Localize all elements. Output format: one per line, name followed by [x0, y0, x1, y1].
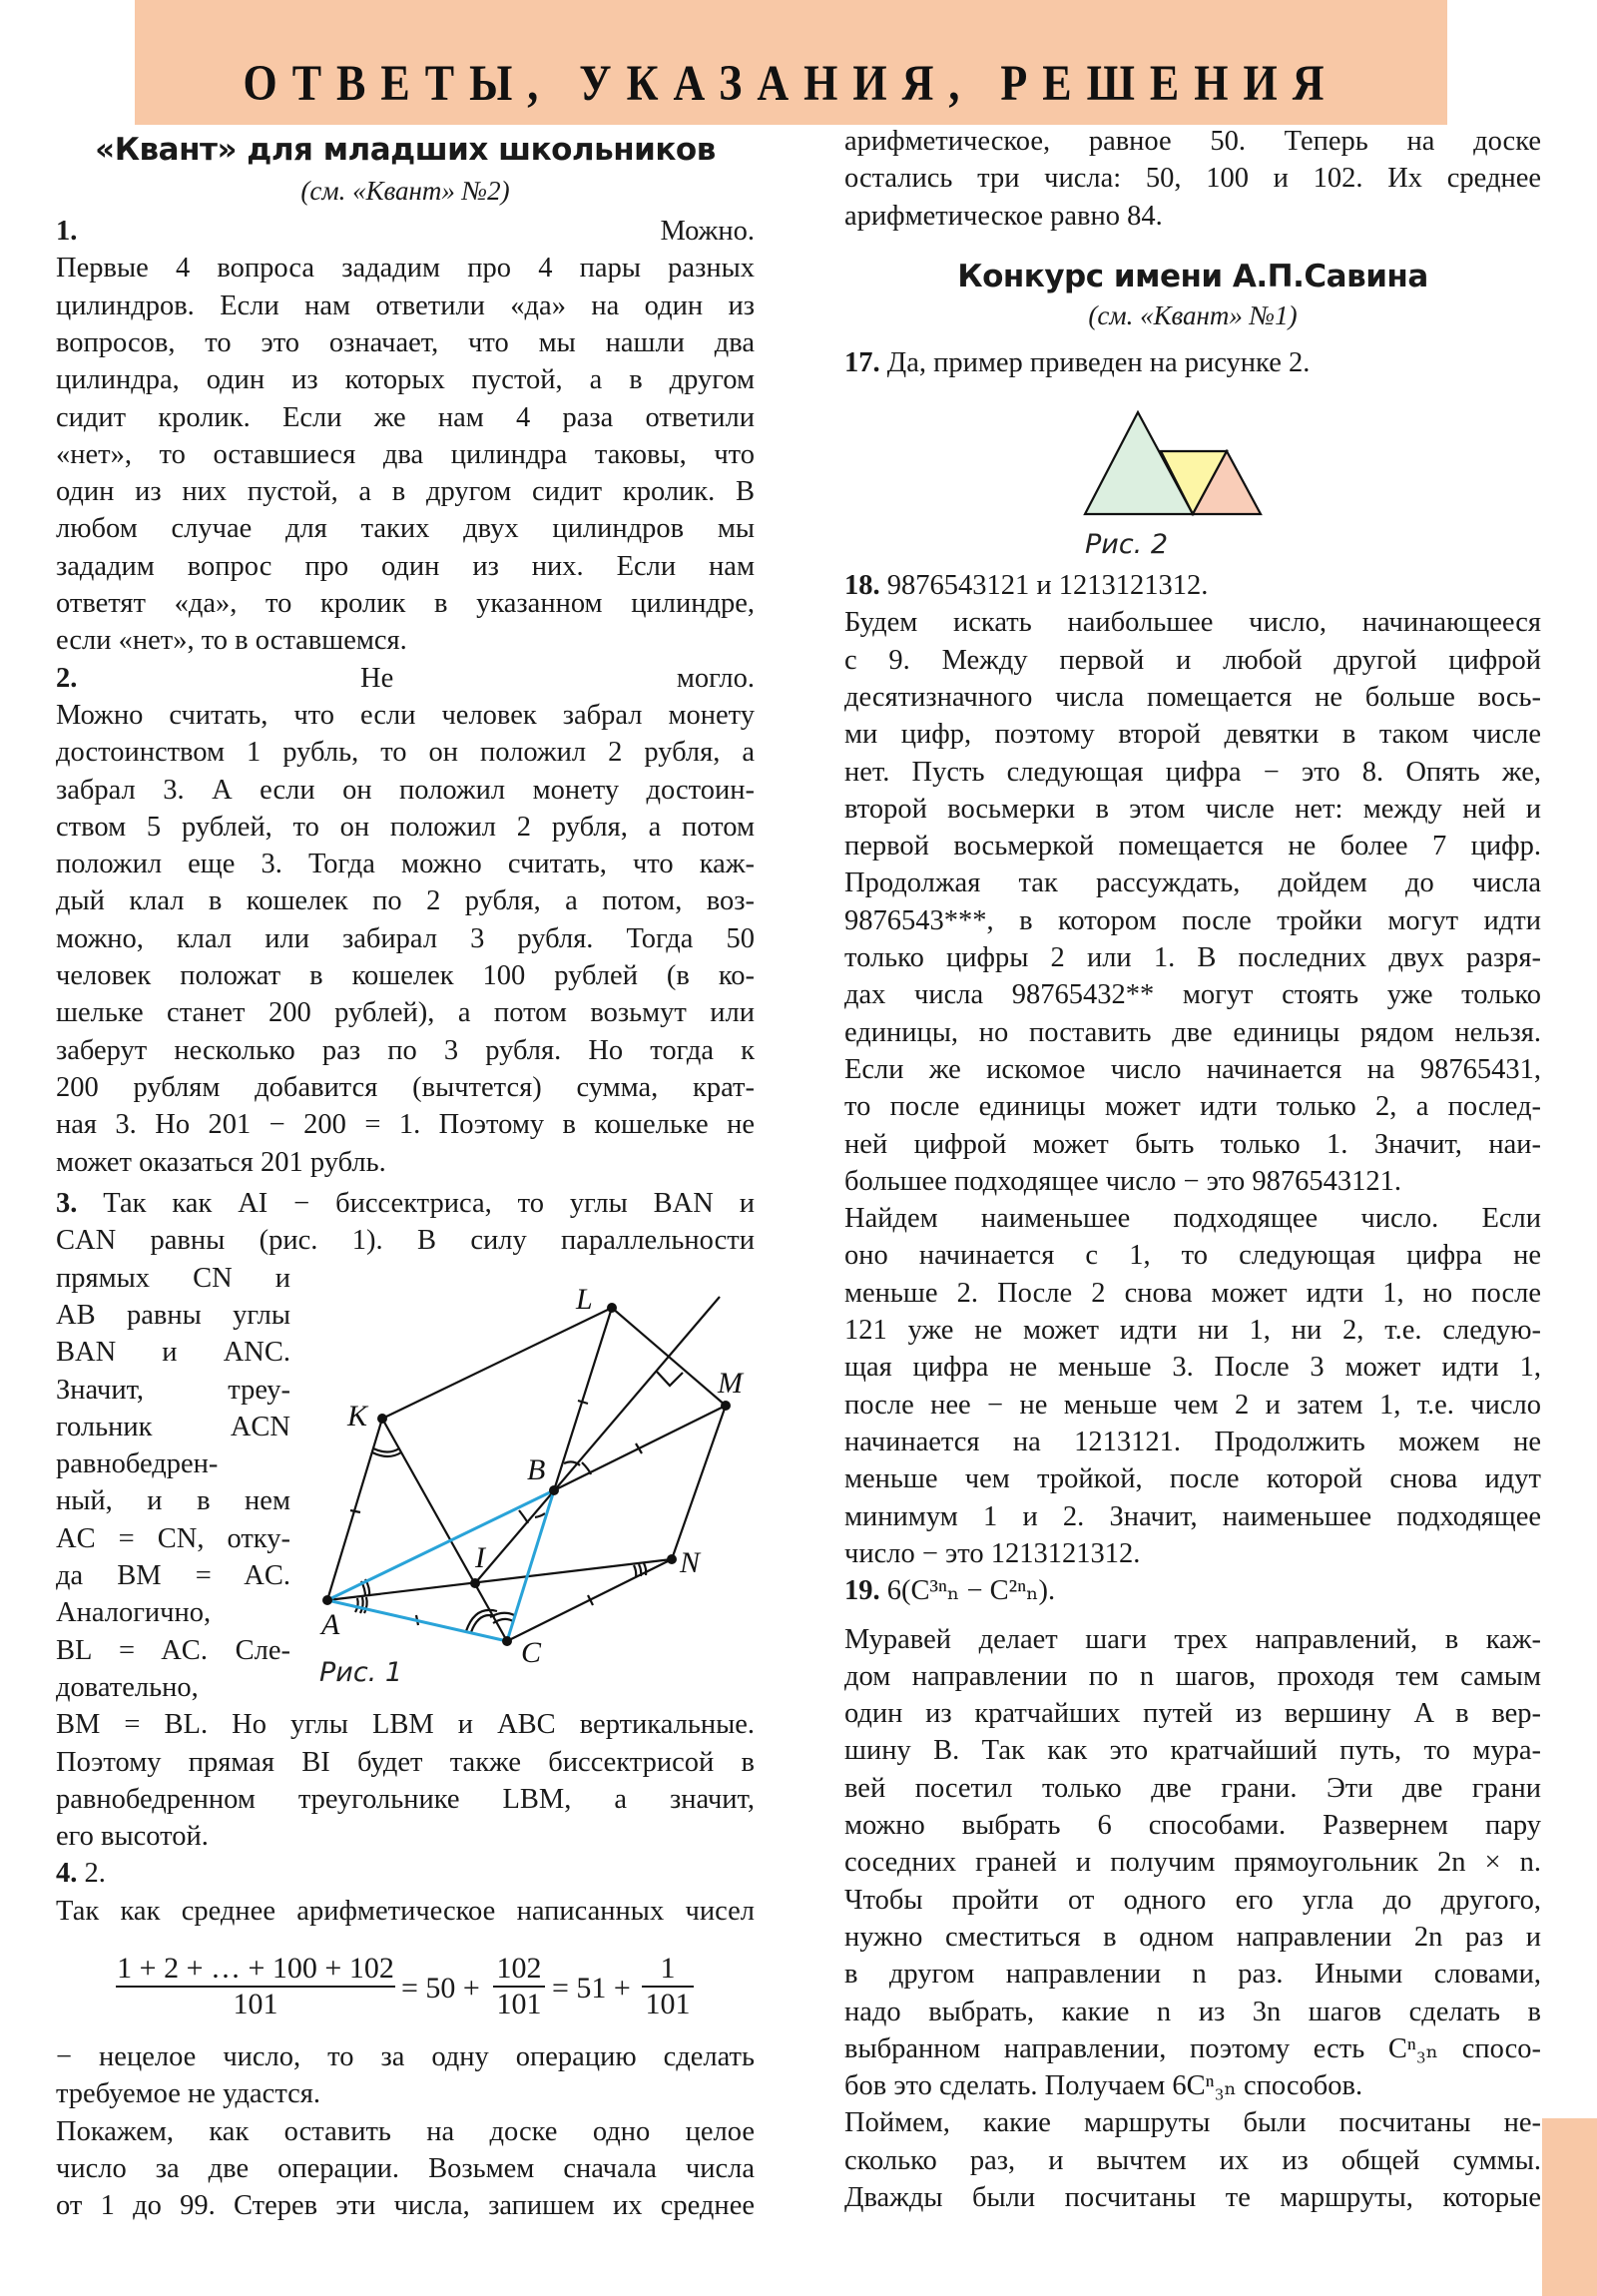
- text-line: Аналогично,: [56, 1597, 212, 1629]
- point-A: [322, 1595, 332, 1605]
- text-line: забрал 3. А если он положил монету достоин-: [56, 774, 755, 806]
- text-line: достоинством 1 рубль, то он положил 2 рубля, а: [56, 737, 755, 769]
- text-line: ная 3. Но 201 − 200 = 1. Поэтому в кошельке не: [56, 1109, 755, 1141]
- text-line: равнобедренном треугольнике LBM, а значит,: [56, 1783, 755, 1815]
- text-line: можно, клал или забирал 3 рубля. Тогда 50: [56, 922, 755, 954]
- text-line: Покажем, как оставить на доске одно целое: [56, 2115, 755, 2147]
- text-line: требуемое не удастся.: [56, 2078, 321, 2110]
- segment-KC: [382, 1419, 507, 1641]
- problem-number: 3.: [56, 1188, 78, 1219]
- text-line: ней цифрой может быть только 1. Значит, наи-: [844, 1128, 1541, 1160]
- text-line: CAN равны (рис. 1). В силу параллельности: [56, 1225, 755, 1257]
- problem-number: 4.: [56, 1858, 78, 1890]
- text-line: дый клал в кошелек по 2 рубля, а потом, воз-: [56, 885, 755, 917]
- fraction-denominator: 101: [642, 1986, 694, 2021]
- label-N: N: [680, 1546, 701, 1579]
- answer-text: Не могло.: [77, 662, 755, 694]
- text-line: заберут несколько раз по 3 рубля. Но тогда к: [56, 1034, 755, 1066]
- text-line: прямых CN и: [56, 1262, 290, 1294]
- section-subtitle-kvant-juniors: (см. «Квант» №2): [300, 176, 510, 206]
- problem-number: 19.: [844, 1575, 880, 1607]
- text-line: Поймем, какие маршруты были посчитаны не-: [844, 2107, 1541, 2139]
- fraction-numerator: 1 + 2 + … + 100 + 102: [117, 1952, 394, 1985]
- text-line: один из кратчайших путей из вершину A в вер-: [844, 1698, 1541, 1730]
- section-title-kvant-juniors: «Квант» для младших школьников: [95, 132, 716, 168]
- text-line: 121 уже не может идти ни 1, ни 2, т.е. следую-: [844, 1315, 1541, 1346]
- text-line: нужно сместиться в одном направлении 2n раз и: [844, 1921, 1541, 1953]
- text-line: сидит кролик. Если же нам 4 раза ответили: [56, 401, 755, 433]
- text-line: равнобедрен-: [56, 1448, 219, 1480]
- text-line: Первые 4 вопроса зададим про 4 пары разных: [56, 253, 755, 285]
- text-line: зададим вопрос про один из них. Если нам: [56, 550, 755, 582]
- text-line: Продолжая так рассуждать, дойдем до числа: [844, 867, 1541, 899]
- point-M: [721, 1401, 731, 1411]
- text-line: гольник ACN: [56, 1411, 290, 1442]
- text-line: BAN и ANC.: [56, 1337, 290, 1369]
- angle-arc-B-right: [582, 1462, 591, 1474]
- segment-AB: [327, 1490, 554, 1600]
- text-line: цилиндров. Если нам ответили «да» на один из: [56, 289, 755, 321]
- problem-number: 17.: [844, 347, 880, 378]
- text-line: AB равны углы: [56, 1299, 290, 1331]
- text-line: число за две операции. Возьмем сначала числа: [56, 2152, 755, 2184]
- segment-KA: [327, 1419, 382, 1600]
- text-line: сколько раз, и вычтем их из общей суммы.: [844, 2144, 1541, 2176]
- label-A: A: [321, 1608, 340, 1641]
- text-line: AC = CN, отку-: [56, 1522, 290, 1554]
- answer-text: Так как AI − биссектриса, то углы BAN и: [77, 1188, 755, 1219]
- text-line: можно выбрать 6 способами. Развернем пару: [844, 1810, 1541, 1842]
- text-line: Если же искомое число начинается на 98765431,: [844, 1053, 1541, 1085]
- fraction-denominator: 101: [116, 1986, 395, 2021]
- text-line: выбранном направлении, поэтому есть Cⁿ₃ₙ спосо-: [844, 2032, 1541, 2064]
- text-line: второй восьмерки в этом числе нет: между ней и: [844, 793, 1541, 825]
- text-line: вей посетил только две грани. Эти две грани: [844, 1772, 1541, 1804]
- text-line: может оказаться 201 рубль.: [56, 1146, 386, 1178]
- point-N: [667, 1554, 677, 1564]
- text-line: BM = BL. Но углы LBM и ABC вертикальные.: [56, 1709, 755, 1741]
- text-line: надо выбрать, какие n из 3n шагов сделать в: [844, 1996, 1541, 2027]
- point-K: [377, 1414, 387, 1424]
- tick-KA: [350, 1510, 360, 1512]
- text-line: довательно,: [56, 1671, 199, 1703]
- point-L: [607, 1303, 617, 1313]
- text-line: Найдем наименьшее подходящее число. Если: [844, 1203, 1541, 1235]
- text-line: меньше 2. После 2 снова может идти 1, но после: [844, 1277, 1541, 1309]
- text-line: − нецелое число, то за одну операцию сделать: [56, 2041, 755, 2072]
- text-line: оно начинается с 1, то следующая цифра не: [844, 1240, 1541, 1272]
- text-line: остались три числа: 50, 100 и 102. Их среднее: [844, 163, 1541, 195]
- text-line: вопросов, то это означает, что мы нашли два: [56, 326, 755, 358]
- angle-arc-A4: [360, 1597, 363, 1613]
- text-line: «нет», то оставшиеся два цилиндра таковы, что: [56, 438, 755, 470]
- text-line: после нее − не меньше чем 2 и затем 1, т.е. число: [844, 1389, 1541, 1421]
- text-line: Дважды были посчитаны те маршруты, которые: [844, 2182, 1541, 2214]
- figure-2-caption: Рис. 2: [1085, 529, 1169, 560]
- label-K: K: [347, 1400, 368, 1433]
- text-line: единицы, но поставить две единицы рядом нельзя.: [844, 1016, 1541, 1048]
- text-line: соседних граней и получим прямоугольник 2n × n.: [844, 1847, 1541, 1879]
- problem-number: 2.: [56, 662, 78, 694]
- fraction-numerator: 102: [496, 1952, 542, 1985]
- text-line: 9876543***, в котором после тройки могут идти: [844, 904, 1541, 936]
- text-line: начинается на 1213121. Продолжить можем не: [844, 1426, 1541, 1457]
- text-line: щая цифра не меньше 3. После 3 может идти 1,: [844, 1352, 1541, 1384]
- answer-text: Да, пример приведен на рисунке 2.: [879, 347, 1311, 378]
- point-I: [470, 1578, 480, 1588]
- text-line: десятизначного числа помещается не больше вось-: [844, 681, 1541, 713]
- answer-text: 9876543121 и 1213121312.: [879, 570, 1209, 601]
- text-line: в другом направлении n раз. Иными словами,: [844, 1959, 1541, 1991]
- problem-number: 18.: [844, 570, 880, 601]
- text-line: только цифры 2 или 1. В последних двух разря-: [844, 942, 1541, 973]
- text-line: BL = AC. Сле-: [56, 1634, 290, 1666]
- text-line: 200 рублям добавится (вычтется) сумма, крат-: [56, 1071, 755, 1103]
- text-line: Значит, треу-: [56, 1374, 290, 1406]
- section-title-savin-contest: Конкурс имени А.П.Савина: [957, 259, 1428, 294]
- segment-AN: [327, 1559, 672, 1600]
- text-line: большее подходящее число − это 9876543121.: [844, 1165, 1402, 1197]
- text-line: Будем искать наибольшее число, начинающееся: [844, 607, 1541, 639]
- answer-text: 2.: [77, 1858, 106, 1890]
- text-line: ный, и в нем: [56, 1485, 290, 1517]
- tick-LB: [578, 1401, 588, 1404]
- fraction-numerator: 1: [660, 1952, 676, 1985]
- text-line: число − это 1213121312.: [844, 1537, 1141, 1569]
- label-C: C: [521, 1636, 542, 1669]
- problem-number: 1.: [56, 216, 78, 247]
- text-line: Поэтому прямая BI будет также биссектрисой в: [56, 1746, 755, 1778]
- text-line: цилиндра, один из которых пустой, а в другом: [56, 364, 755, 396]
- angle-arc-N1: [634, 1565, 636, 1577]
- answer-text: Можно.: [77, 216, 755, 247]
- text-line: шельке станет 200 рублей), а потом возьмут или: [56, 997, 755, 1029]
- text-line: дом направлении по n шагов, проходя тем самым: [844, 1660, 1541, 1692]
- fraction-denominator: 101: [493, 1986, 545, 2021]
- text-line: Можно считать, что если человек забрал монету: [56, 699, 755, 731]
- label-L: L: [576, 1283, 593, 1316]
- text-line: ством 5 рублей, то он положил 2 рубля, а потом: [56, 811, 755, 843]
- text-line: арифметическое, равное 50. Теперь на доске: [844, 126, 1541, 157]
- angle-arc-B-low2: [535, 1513, 545, 1517]
- text-line: шину B. Так как это кратчайший путь, то мура-: [844, 1735, 1541, 1767]
- text-line: бов это сделать. Получаем 6Cⁿ₃ₙ способов.: [844, 2070, 1363, 2102]
- label-I: I: [475, 1541, 485, 1574]
- point-B: [549, 1485, 559, 1495]
- text-line: любом случае для таких двух цилиндров мы: [56, 513, 755, 545]
- section-subtitle-savin-contest: (см. «Квант» №1): [1088, 300, 1298, 330]
- text-line: ответят «да», то кролик в указанном цилиндре,: [56, 588, 755, 619]
- text-line: арифметическое равно 84.: [844, 200, 1163, 232]
- text-line: один из них пустой, а в другом сидит кролик. В: [56, 476, 755, 508]
- text-line: минимум 1 и 2. Значит, наименьшее подходящее: [844, 1500, 1541, 1532]
- text-line: если «нет», то в оставшемся.: [56, 625, 407, 657]
- text-line: первой восьмеркой помещается не более 7 цифр.: [844, 831, 1541, 862]
- figure-1-caption: Рис. 1: [319, 1657, 403, 1688]
- point-C: [502, 1636, 512, 1646]
- formula-equals-51: = 51 +: [552, 1972, 631, 2005]
- angle-arc-B-low: [519, 1510, 528, 1523]
- page-title: ОТВЕТЫ, УКАЗАНИЯ, РЕШЕНИЯ: [243, 55, 1339, 112]
- text-line: от 1 до 99. Стерев эти числа, запишем их среднее: [56, 2190, 755, 2222]
- text-line: Так как среднее арифметическое написанных чисел: [56, 1895, 755, 1927]
- formula-equals-50: = 50 +: [401, 1972, 480, 2005]
- text-line: ми цифр, поэтому второй девятки в таком числе: [844, 719, 1541, 751]
- angle-arc-K: [373, 1448, 399, 1452]
- segment-AC: [327, 1600, 507, 1641]
- text-line: Муравей делает шаги трех направлений, в каж-: [844, 1623, 1541, 1655]
- text-line: то после единицы может идти только 2, а послед-: [844, 1091, 1541, 1123]
- text-line: Чтобы пройти от одного его угла до другого,: [844, 1884, 1541, 1916]
- text-line: да BM = AC.: [56, 1560, 290, 1591]
- label-M: M: [718, 1367, 743, 1400]
- text-line: меньше чем тройкой, после которой снова идут: [844, 1463, 1541, 1495]
- text-line: с 9. Между первой и любой другой цифрой: [844, 644, 1541, 676]
- answer-text: 6(C³ⁿₙ − C²ⁿₙ).: [879, 1575, 1056, 1607]
- figure-2-triangles: [1085, 412, 1261, 514]
- right-angle-mark: [657, 1372, 683, 1386]
- text-line: дах числа 98765432** могут стоять уже только: [844, 979, 1541, 1011]
- bisector-line: [475, 1297, 720, 1583]
- text-line: его высотой.: [56, 1821, 209, 1853]
- text-line: нет. Пусть следующая цифра − это 8. Опять же,: [844, 756, 1541, 788]
- segment-KL: [382, 1308, 612, 1419]
- angle-arc-A5: [364, 1597, 367, 1613]
- segment-BC: [507, 1490, 554, 1641]
- text-line: положил еще 3. Тогда можно считать, что каж-: [56, 849, 755, 880]
- text-line: человек положат в кошелек 100 рублей (в ко-: [56, 960, 755, 991]
- label-B: B: [527, 1453, 546, 1486]
